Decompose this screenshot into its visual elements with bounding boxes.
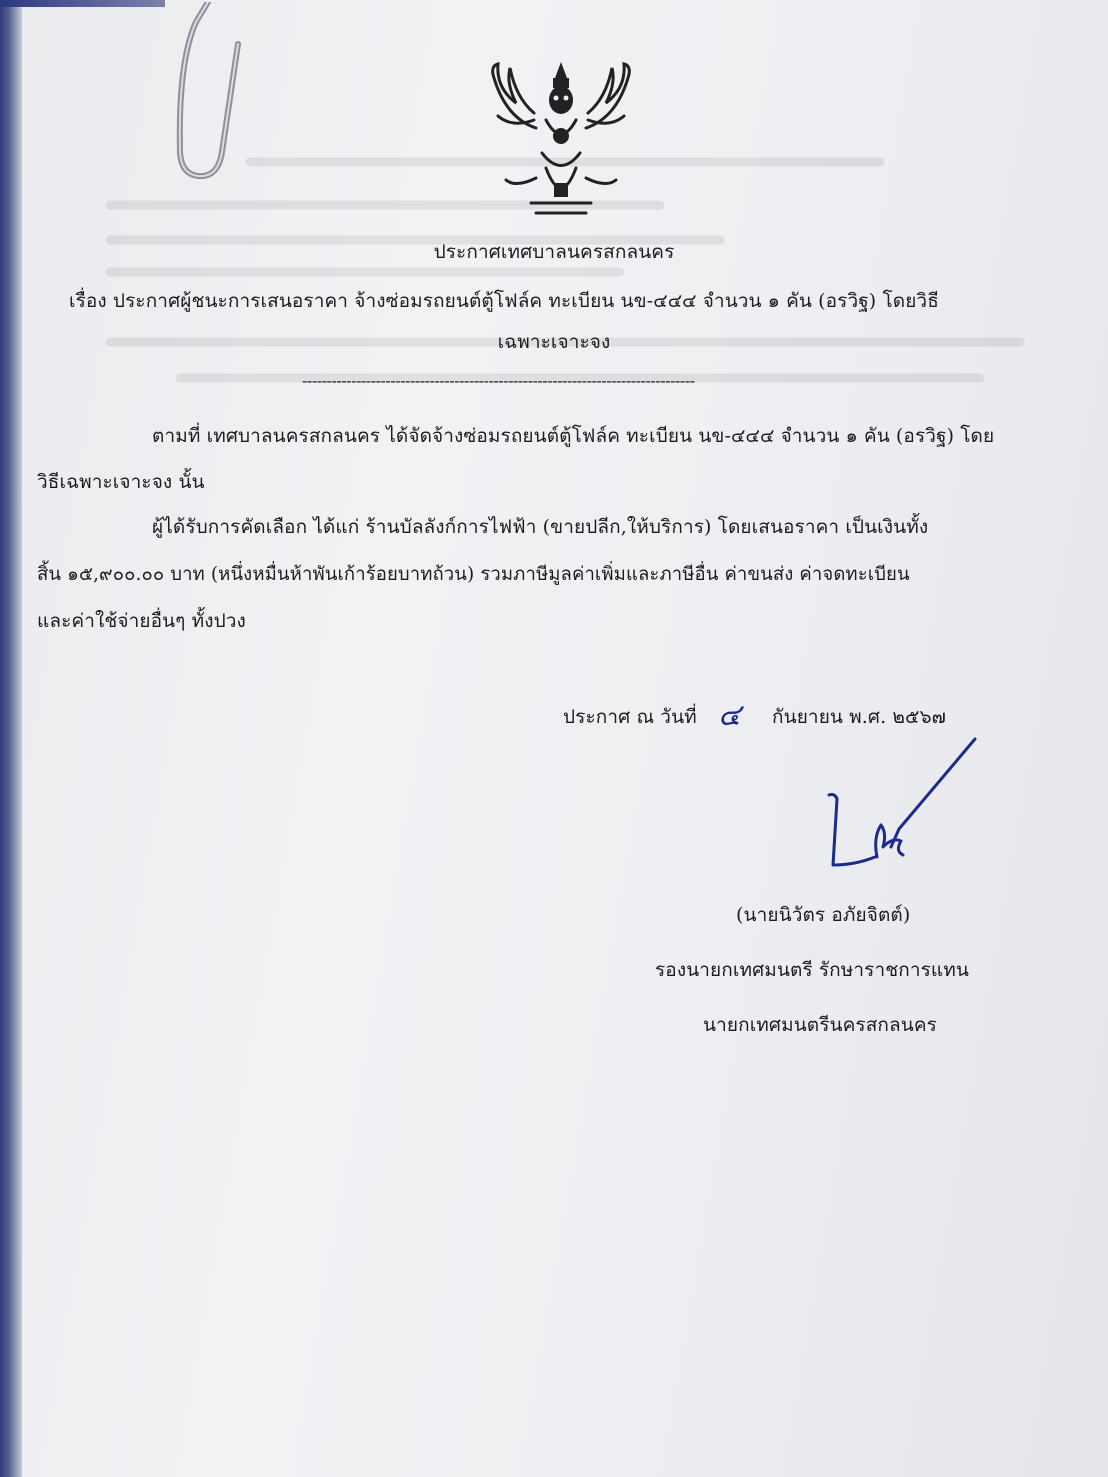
paragraph-1-line-2: วิธีเฉพาะเจาะจง นั้น: [37, 471, 205, 493]
date-prefix: ประกาศ ณ วันที่: [563, 706, 697, 728]
separator-line: --------------------------------------------------------------------------------: [302, 371, 695, 390]
paperclip-icon: [168, 2, 248, 182]
garuda-emblem-icon: [476, 58, 646, 226]
page-top-edge: [0, 0, 165, 7]
date-day-handwritten: ๔: [718, 698, 741, 733]
handwritten-signature-icon: [815, 737, 980, 872]
signatory-title-1: รองนายกเทศมนตรี รักษาราชการแทน: [655, 959, 969, 981]
org-title: ประกาศเทศบาลนครสกลนคร: [433, 241, 675, 263]
paragraph-1-line-1: ตามที่ เทศบาลนครสกลนคร ได้จัดจ้างซ่อมรถยนต์ตู้โฟล์ค ทะเบียน นข-๔๔๔ จำนวน ๑ คัน (อรวิฐ) โดย: [152, 425, 995, 447]
subject-line-1: เรื่อง ประกาศผู้ชนะการเสนอราคา จ้างซ่อมรถยนต์ตู้โฟล์ค ทะเบียน นข-๔๔๔ จำนวน ๑ คัน (อรวิฐ) โดยวิธี: [69, 290, 939, 312]
date-month-year: กันยายน พ.ศ. ๒๕๖๗: [772, 706, 947, 728]
signatory-name: (นายนิวัตร อภัยจิตต์): [736, 904, 911, 926]
subject-line-2: เฉพาะเจาะจง: [497, 331, 611, 353]
paragraph-2-line-2: สิ้น ๑๕,๙๐๐.๐๐ บาท (หนึ่งหมื่นห้าพันเก้าร้อยบาทถ้วน) รวมภาษีมูลค่าเพิ่มและภาษีอื่น ค่าขนส่ง ค่าจดทะเบียน: [37, 564, 910, 585]
paragraph-2-line-3: และค่าใช้จ่ายอื่นๆ ทั้งปวง: [37, 610, 246, 632]
paragraph-2-line-1: ผู้ได้รับการคัดเลือก ได้แก่ ร้านบัลลังก์การไฟฟ้า (ขายปลีก,ให้บริการ) โดยเสนอราคา เป็นเงินทั้ง: [152, 516, 929, 538]
page-edge-shadow: [0, 0, 22, 1477]
signatory-title-2: นายกเทศมนตรีนครสกลนคร: [703, 1014, 937, 1036]
